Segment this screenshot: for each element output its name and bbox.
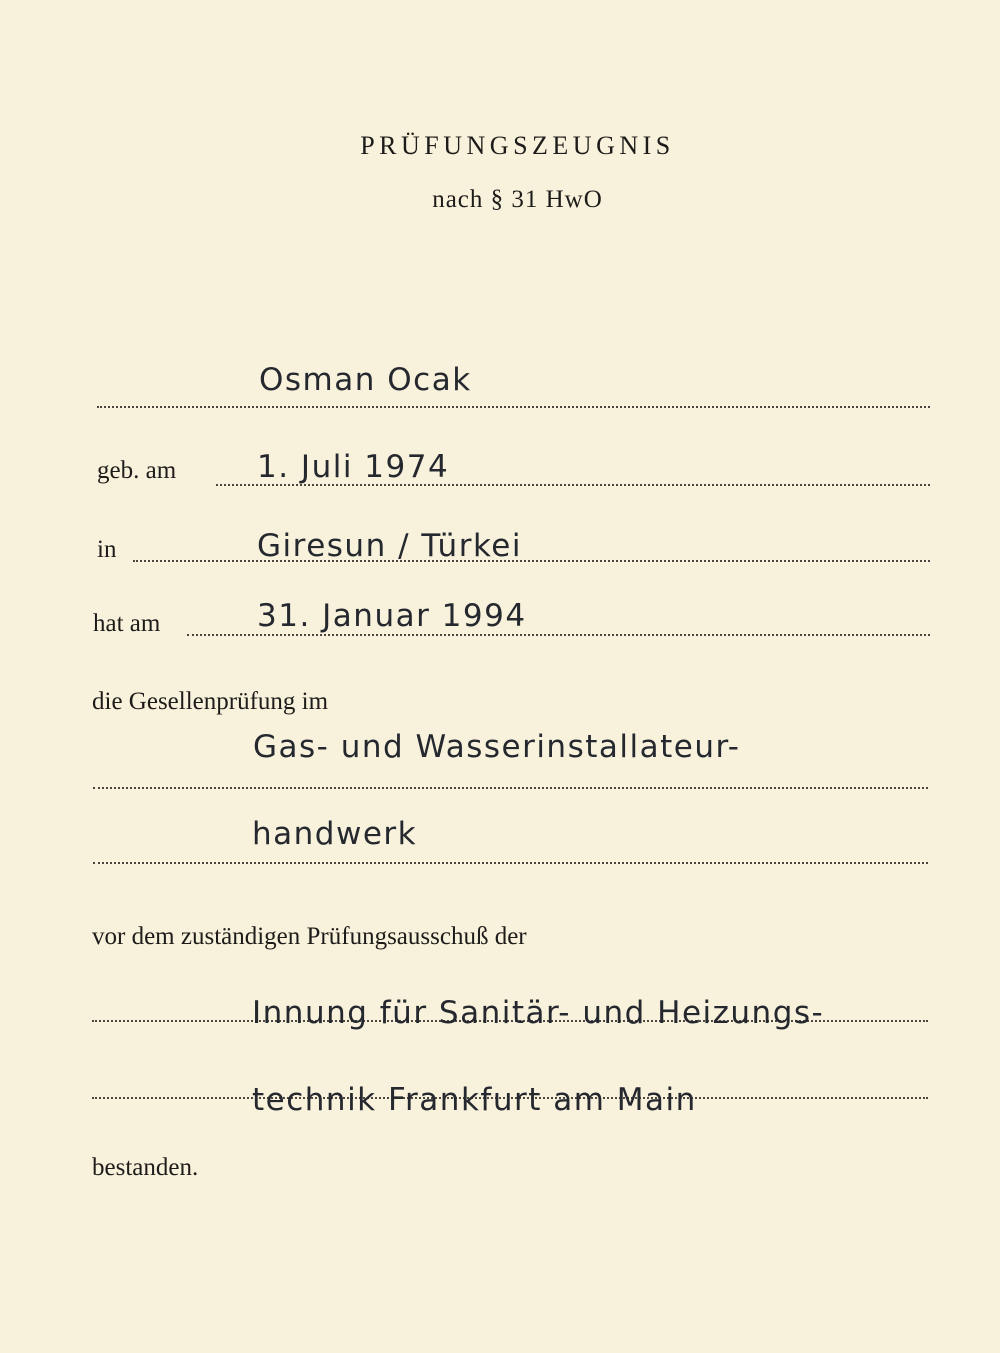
place-label: in	[97, 536, 117, 563]
committee-text: vor dem zuständigen Prüfungsausschuß der	[92, 923, 527, 950]
certificate-subtitle: nach § 31 HwO	[432, 186, 603, 213]
trade-line-2: handwerk	[252, 816, 418, 852]
date-value: 31. Januar 1994	[257, 598, 527, 634]
name-dotted-line	[97, 406, 930, 408]
committee-line-1: Innung für Sanitär- und Heizungs-	[252, 995, 825, 1031]
date-label: hat am	[93, 610, 161, 637]
trade-line-1: Gas- und Wasserinstallateur-	[253, 729, 741, 765]
committee-line-2: technik Frankfurt am Main	[252, 1082, 697, 1118]
born-label: geb. am	[97, 457, 177, 484]
born-value: 1. Juli 1974	[257, 449, 450, 485]
date-dotted-line	[187, 634, 930, 636]
place-value: Giresun / Türkei	[257, 528, 522, 564]
exam-text: die Gesellenprüfung im	[92, 688, 329, 715]
place-dotted-line	[133, 560, 930, 562]
passed-text: bestanden.	[92, 1154, 199, 1181]
trade-dotted-line-2	[93, 862, 928, 864]
name-value: Osman Ocak	[259, 362, 472, 398]
trade-dotted-line-1	[93, 787, 928, 789]
certificate-title: PRÜFUNGSZEUGNIS	[360, 131, 675, 160]
